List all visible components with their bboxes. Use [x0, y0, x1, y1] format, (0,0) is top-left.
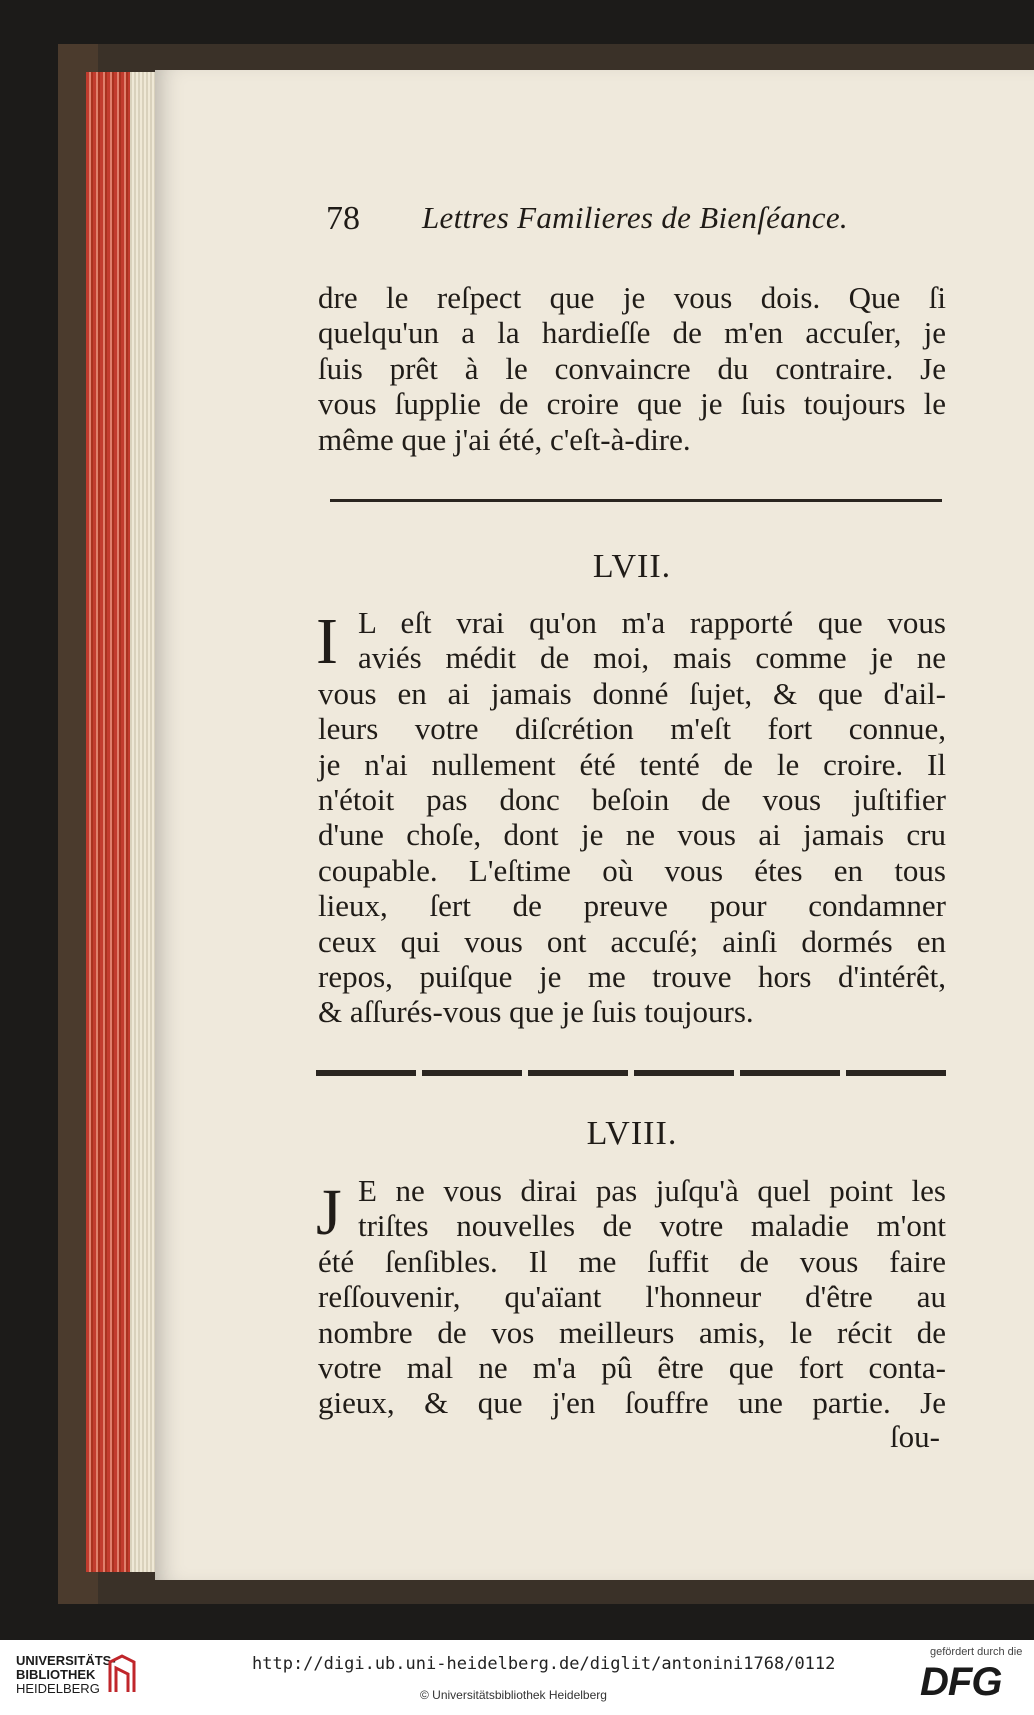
red-page-edges — [86, 72, 130, 1572]
text-line: & aſſurés-vous que je ſuis toujours. — [318, 994, 754, 1030]
dfg-logo[interactable]: DFG — [920, 1660, 1002, 1704]
viewer-footer — [0, 1640, 1034, 1715]
letter-57-body — [318, 605, 946, 1030]
running-title: Lettres Familieres de Bienſéance. — [422, 200, 848, 235]
text-line: nombre de vos meilleurs amis, le récit de — [318, 1314, 946, 1350]
text-line: été ſenſibles. Il me ſuffit de vous faire — [318, 1243, 946, 1279]
letter-58-body — [318, 1173, 946, 1421]
funding-note: gefördert durch die — [930, 1646, 1023, 1658]
text-line: gieux, & que j'en ſouffre une partie. Je — [318, 1385, 946, 1421]
copyright-notice: © Universitätsbibliothek Heidelberg — [420, 1688, 607, 1702]
letter-58-drop-cap: J — [316, 1176, 342, 1249]
text-line: dre le reſpect que je vous dois. Que ſi — [318, 280, 946, 315]
letter-57-heading: LVII. — [592, 548, 672, 585]
library-emblem-icon — [104, 1652, 140, 1696]
library-name-line: UNIVERSITÄTS- — [16, 1653, 116, 1668]
text-line: n'étoit pas donc beſoin de vous juſtifier — [318, 782, 946, 818]
page-number: 78 — [326, 200, 360, 237]
text-line: vous en ai jamais donné ſujet, & que d'ail- — [318, 675, 946, 711]
text-line: vous ſupplie de croire que je ſuis toujours le — [318, 386, 946, 422]
letter-57-drop-cap: I — [316, 605, 338, 678]
permalink-url[interactable]: http://digi.ub.uni-heidelberg.de/diglit/antonini1768/0112 — [252, 1654, 836, 1674]
text-line: leurs votre diſcrétion m'eſt fort connue, — [318, 711, 946, 747]
text-line: je n'ai nullement été tenté de le croire. Il — [318, 746, 946, 782]
section-divider-double — [316, 1070, 946, 1076]
catchword: ſou- — [890, 1419, 940, 1454]
library-name-line: HEIDELBERG — [16, 1681, 100, 1696]
text-line: lieux, ſert de preuve pour condamner — [318, 888, 946, 924]
text-line: L eſt vrai qu'on m'a rapporté que vous — [358, 605, 946, 640]
text-line: E ne vous dirai pas juſqu'à quel point les — [358, 1173, 946, 1208]
text-line: votre mal ne m'a pû être que fort conta- — [318, 1350, 946, 1386]
text-line: même que j'ai été, c'eſt-à-dire. — [318, 421, 691, 457]
text-line: reſſouvenir, qu'aïant l'honneur d'être au — [318, 1279, 946, 1315]
section-divider — [330, 499, 942, 502]
text-line: repos, puiſque je me trouve hors d'intérêt, — [318, 959, 946, 995]
text-line: ceux qui vous ont accuſé; ainſi dormés en — [318, 923, 946, 959]
intro-paragraph — [318, 280, 946, 457]
text-line: aviés médit de moi, mais comme je ne — [358, 640, 946, 676]
library-logo[interactable] — [16, 1654, 116, 1696]
text-line: d'une choſe, dont je ne vous ai jamais cru — [318, 817, 946, 853]
letter-58-heading: LVIII. — [586, 1115, 678, 1152]
text-line: coupable. L'eſtime où vous étes en tous — [318, 852, 946, 888]
text-line: triſtes nouvelles de votre maladie m'ont — [358, 1208, 946, 1244]
page-header — [326, 200, 946, 248]
text-line: quelqu'un a la hardieſſe de m'en accuſer, je — [318, 315, 946, 351]
library-name-line: BIBLIOTHEK — [16, 1667, 96, 1682]
text-line: ſuis prêt à le convaincre du contraire. Je — [318, 350, 946, 386]
